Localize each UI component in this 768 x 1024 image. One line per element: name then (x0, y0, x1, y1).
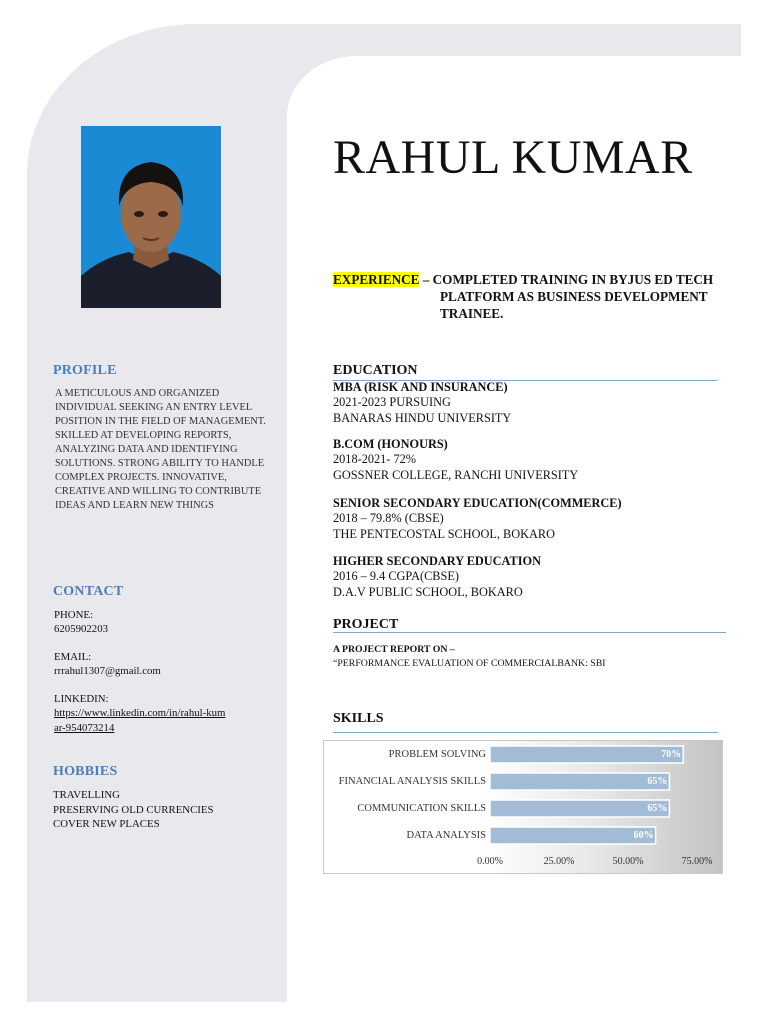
project-line-2: “PERFORMANCE EVALUATION OF COMMERCIALBANK: SBI (333, 658, 606, 669)
skill-value-label: 70% (661, 749, 682, 760)
skill-bar (490, 746, 683, 763)
x-tick-label: 0.00% (477, 856, 503, 867)
experience-label: EXPERIENCE (333, 272, 420, 287)
profile-text: A METICULOUS AND ORGANIZED INDIVIDUAL SEEKING AN ENTRY LEVEL POSITION IN THE FIELD OF MANAGEMENT. SKILLED AT DEVELOPING REPORTS, ANALYZING DATA AND IDENTIFYING SOLUTIONS. STRONG ABILITY TO HANDLE COMPLEX PROJECTS. INNOVATIVE, CREATIVE AND WILLING TO CONTRIBUTE IDEAS AND LEARN NEW THINGS (55, 388, 266, 511)
skill-category-label: DATA ANALYSIS (406, 830, 486, 841)
education-title: MBA (RISK AND INSURANCE) (333, 380, 508, 394)
skills-heading: SKILLS (333, 711, 384, 726)
education-entry (333, 380, 733, 426)
education-institution: GOSSNER COLLEGE, RANCHI UNIVERSITY (333, 467, 579, 482)
experience-line-3: TRAINEE. (440, 306, 504, 321)
linkedin-label: LINKEDIN: (54, 693, 109, 705)
skills-divider (333, 732, 718, 733)
phone-label: PHONE: (54, 609, 93, 621)
contact-section (54, 608, 229, 736)
hobby-item: PRESERVING OLD CURRENCIES (53, 803, 214, 816)
skill-value-label: 65% (647, 803, 668, 814)
experience-line-2: PLATFORM AS BUSINESS DEVELOPMENT (440, 289, 708, 304)
skills-chart-svg (324, 741, 723, 874)
education-years: 2018-2021- 72% (333, 452, 416, 466)
education-institution: D.A.V PUBLIC SCHOOL, BOKARO (333, 584, 523, 599)
education-years: 2018 – 79.8% (CBSE) (333, 511, 444, 525)
hobby-item: COVER NEW PLACES (53, 818, 160, 830)
skill-value-label: 65% (647, 776, 668, 787)
education-years: 2021-2023 PURSUING (333, 395, 451, 409)
profile-heading: PROFILE (53, 363, 117, 378)
skill-bar (490, 827, 656, 844)
profile-photo (81, 126, 221, 308)
hobby-item: TRAVELLING (53, 789, 120, 801)
project-line-1: A PROJECT REPORT ON – (333, 644, 455, 655)
x-tick-label: 75.00% (681, 856, 713, 867)
email-value[interactable]: rrrahul1307@gmail.com (54, 665, 161, 677)
project-divider (333, 632, 726, 633)
education-entry (333, 496, 733, 542)
email-label: EMAIL: (54, 651, 92, 663)
education-institution: THE PENTECOSTAL SCHOOL, BOKARO (333, 526, 555, 541)
education-entry (333, 437, 733, 483)
hobbies-list (53, 788, 214, 832)
skill-bar (490, 800, 669, 817)
x-tick-label: 50.00% (612, 856, 644, 867)
project-heading: PROJECT (333, 617, 399, 632)
education-years: 2016 – 9.4 CGPA(CBSE) (333, 569, 459, 583)
linkedin-link[interactable]: https://www.linkedin.com/in/rahul-kumar-954073214 (54, 707, 226, 734)
candidate-name: RAHUL KUMAR (333, 131, 693, 184)
education-entry (333, 554, 733, 600)
x-tick-label: 25.00% (543, 856, 575, 867)
experience-block (333, 271, 743, 322)
education-title: SENIOR SECONDARY EDUCATION(COMMERCE) (333, 496, 622, 510)
education-title: HIGHER SECONDARY EDUCATION (333, 554, 541, 568)
education-heading: EDUCATION (333, 363, 418, 378)
skill-category-label: FINANCIAL ANALYSIS SKILLS (338, 776, 486, 787)
skill-value-label: 60% (633, 830, 654, 841)
skill-category-label: PROBLEM SOLVING (388, 749, 486, 760)
experience-line-1: – COMPLETED TRAINING IN BYJUS ED TECH (419, 272, 714, 287)
education-title: B.COM (HONOURS) (333, 437, 448, 451)
hobbies-heading: HOBBIES (53, 764, 118, 779)
skill-category-label: COMMUNICATION SKILLS (357, 803, 486, 814)
phone-value: 6205902203 (54, 623, 108, 635)
education-institution: BANARAS HINDU UNIVERSITY (333, 410, 512, 425)
skills-chart (323, 740, 723, 874)
contact-heading: CONTACT (53, 584, 124, 599)
skill-bar (490, 773, 669, 790)
